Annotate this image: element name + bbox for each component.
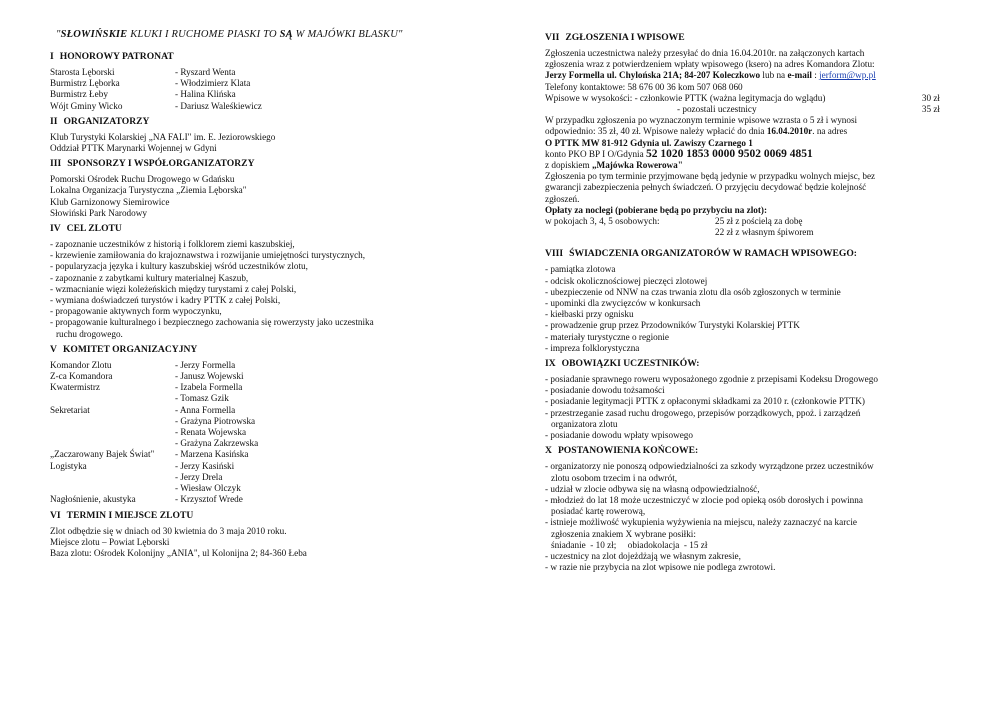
list-item: - w razie nie przybycia na zlot wpisowe nie podlega zwrotowi. — [545, 562, 776, 573]
list-item: - ubezpieczenie od NNW na czas trwania zlotu dla osób zgłoszonych w terminie — [545, 286, 841, 297]
text-fragment: lub na — [760, 70, 788, 81]
fee-amount: 30 zł — [921, 92, 940, 103]
list-item-continuation — [50, 329, 480, 340]
text-line: Słowiński Park Narodowy — [50, 207, 147, 218]
payment-note: „Majówka Rowerowa" — [591, 160, 683, 171]
title-part-2: KLUKI I RUCHOME PIASKI TO — [127, 29, 280, 40]
text-line: gwarancji zabezpieczenia pełnych świadczeń. O przyjęciu decydować będzie kolejność — [545, 182, 867, 193]
text-line — [545, 126, 940, 137]
list-item: - istnieje możliwość wykupienia wyżywienia na miejscu, należy zaznaczyć na karcie — [545, 517, 857, 528]
section-title: CEL ZLOTU — [66, 223, 122, 235]
text-fragment: odpowiednio: 35 zł, 40 zł. Wpisowe należy wpłacić do dnia — [545, 126, 767, 137]
text-line: Miejsce zlotu – Powiat Lęborski — [50, 536, 170, 547]
section-title: SPONSORZY I WSPÓŁORGANIZATORZY — [67, 158, 255, 170]
role: Komandor Zlotu — [50, 359, 112, 370]
spacer — [545, 238, 940, 244]
sponsorzy-list — [50, 174, 480, 219]
left-column — [50, 28, 480, 559]
continuation-text: ruchu drogowego. — [56, 328, 123, 339]
person: - Włodzimierz Klata — [175, 78, 251, 89]
address-bold: Jerzy Formella ul. Chylońska 21A; 84-207 Koleczkowo — [545, 70, 761, 81]
patronat-row — [50, 89, 480, 100]
email-label: e-mail — [787, 70, 812, 81]
komitet-row — [50, 483, 480, 494]
section-title: TERMIN I MIEJSCE ZLOTU — [66, 509, 194, 521]
list-item: - propagowanie kulturalnego i bezpiecznego zachowania się rowerzysty jako uczestnika — [50, 317, 374, 328]
fee-row — [545, 93, 940, 104]
list-item-continuation — [545, 419, 940, 430]
section-number: VI — [50, 509, 61, 521]
komitet-row — [50, 494, 480, 505]
accommodation-price: 22 zł z własnym śpiworem — [715, 227, 814, 238]
komitet-row — [50, 416, 480, 427]
section-number: VII — [545, 32, 560, 43]
komitet-row — [50, 382, 480, 393]
list-item: - kiełbaski przy ognisku — [545, 309, 634, 320]
role — [50, 393, 175, 404]
komitet-row — [50, 472, 480, 483]
section-heading-sponsorzy — [50, 158, 480, 170]
role — [50, 483, 175, 494]
person: - Renata Wojewska — [175, 427, 247, 438]
continuation-text: organizatora zlotu — [551, 418, 618, 429]
text-line: W przypadku zgłoszenia po wyznaczonym terminie wpisowe wzrasta o 5 zł i wynosi — [545, 115, 858, 126]
person: - Halina Klińska — [175, 89, 236, 100]
person: - Jerzy Formella — [175, 359, 236, 370]
list-item: - posiadanie sprawnego roweru wyposażonego zgodnie z przepisami Kodeksu Drogowego — [545, 374, 878, 385]
obowiazki-list — [545, 374, 940, 441]
section-title: ZGŁOSZENIA I WPISOWE — [565, 32, 685, 43]
role: Burmistrz Lęborka — [50, 78, 120, 89]
section-number: I — [50, 51, 54, 62]
role: Z-ca Komandora — [50, 371, 113, 382]
document-title — [56, 28, 480, 41]
text-line: zgłoszeń. — [545, 193, 580, 204]
role: „Zaczarowany Bajek Świat" — [50, 449, 155, 460]
postanowienia-list — [545, 461, 940, 573]
role: Wójt Gminy Wicko — [50, 100, 123, 111]
title-quote-open: " — [56, 29, 61, 40]
patronat-row — [50, 78, 480, 89]
role: Sekretariat — [50, 404, 90, 415]
role — [50, 427, 175, 438]
list-item: - zapoznanie z zabytkami kultury materialnej Kaszub, — [50, 272, 249, 283]
person: - Dariusz Waleśkiewicz — [175, 100, 262, 111]
list-item-continuation — [545, 506, 940, 517]
organizatorzy-list — [50, 132, 480, 154]
text-line: Baza zlotu: Ośrodek Kolonijny „ANIA", ul Kolonijna 2; 84-360 Łeba — [50, 547, 307, 558]
section-number: III — [50, 158, 62, 170]
title-part-3: SĄ — [279, 29, 293, 40]
komitet-row — [50, 360, 480, 371]
role: Nagłośnienie, akustyka — [50, 494, 136, 505]
text-fragment: : — [811, 70, 820, 81]
swiadczenia-list — [545, 264, 940, 354]
text-line: Zgłoszenia uczestnictwa należy przesyłać do dnia 16.04.2010r. na załączonych kartach — [545, 48, 865, 58]
accommodation-type: w pokojach 3, 4, 5 osobowych: — [545, 216, 660, 227]
komitet-row — [50, 438, 480, 449]
person: - Janusz Wojewski — [175, 371, 244, 382]
fee-amount: 35 zł — [921, 104, 940, 115]
cel-list — [50, 239, 480, 340]
role: Logistyka — [50, 460, 87, 471]
text-line: Zgłoszenia po tym terminie przyjmowane będą jedynie w przypadku wolnych miejsc, bez — [545, 171, 876, 182]
komitet-list — [50, 360, 480, 506]
fee-label: - pozostali uczestnicy — [677, 104, 757, 115]
accommodation-price: 25 zł z pościelą za dobę — [715, 216, 803, 227]
section-number: IV — [50, 223, 61, 235]
list-item: - posiadanie dowodu wpłaty wpisowego — [545, 430, 693, 441]
fee-row — [545, 104, 940, 115]
section-number: X — [545, 445, 552, 457]
right-column — [545, 28, 940, 573]
section-heading-komitet — [50, 344, 480, 356]
termin-text — [50, 526, 480, 560]
patronat-row — [50, 101, 480, 112]
accommodation-heading: Opłaty za noclegi (pobierane będą po przybyciu na zlot): — [545, 204, 768, 215]
accommodation-row — [545, 216, 940, 227]
text-line: Telefony kontaktowe: 58 676 00 36 kom 507 068 060 — [545, 81, 743, 92]
person: - Grażyna Zakrzewska — [175, 438, 259, 449]
person: - Izabela Formella — [175, 382, 243, 393]
list-item: - młodzież do lat 18 może uczestniczyć w zlocie pod opieką osób dorosłych i powinna — [545, 494, 863, 505]
text-line: Pomorski Ośrodek Ruchu Drogowego w Gdańsku — [50, 174, 235, 185]
list-item: - materiały turystyczne o regionie — [545, 331, 669, 342]
person: - Marzena Kasińska — [175, 449, 249, 460]
meal-prices: śniadanie - 10 zł; obiadokolacja - 15 zł — [551, 539, 708, 550]
section-heading-swiadczenia — [545, 248, 940, 260]
person: - Grażyna Piotrowska — [175, 415, 256, 426]
section-title: HONOROWY PATRONAT — [59, 51, 174, 62]
fee-label: Wpisowe w wysokości: - członkowie PTTK (ważna legitymacja do wglądu) — [545, 92, 826, 103]
section-heading-obowiazki — [545, 358, 940, 370]
list-item: - posiadanie dowodu tożsamości — [545, 385, 665, 396]
text-line: Klub Turystyki Kolarskiej „NA FALI" im. E. Jeziorowskiego — [50, 131, 276, 142]
role: Starosta Lęborski — [50, 67, 115, 77]
text-line — [545, 70, 940, 81]
section-number: II — [50, 115, 58, 127]
continuation-text: posiadać kartę rowerową, — [551, 506, 646, 517]
list-item: - przestrzeganie zasad ruchu drogowego, przepisów porządkowych, ppoż. i zarządzeń — [545, 407, 861, 418]
list-item: - popularyzacja języka i kultury kaszubskiej wśród uczestników zlotu, — [50, 261, 308, 272]
section-heading-postanowienia — [545, 445, 940, 457]
list-item: - impreza folklorystyczna — [545, 342, 640, 353]
continuation-text: zlotu osobom trzecim i na odwrót, — [551, 472, 678, 483]
role — [50, 472, 175, 483]
section-heading-organizatorzy — [50, 116, 480, 128]
person: - Tomasz Gzik — [175, 393, 229, 404]
list-item: - organizatorzy nie ponoszą odpowiedzialności za szkody wyrządzone przez uczestników — [545, 461, 874, 472]
list-item: - odcisk okolicznościowej pieczęci zlotowej — [545, 275, 708, 286]
text-fragment: . na adres — [812, 126, 848, 137]
section-title: KOMITET ORGANIZACYJNY — [62, 343, 198, 355]
title-part-4: W MAJÓWKI BLASKU — [292, 29, 399, 40]
list-item: - prowadzenie grup przez Przodowników Turystyki Kolarskiej PTTK — [545, 320, 800, 331]
section-title: POSTANOWIENIA KOŃCOWE: — [557, 445, 699, 457]
person: - Jerzy Kasiński — [175, 460, 235, 471]
text-line: Zlot odbędzie się w dniach od 30 kwietnia do 3 maja 2010 roku. — [50, 525, 287, 536]
empty-cell — [545, 227, 715, 238]
continuation-text: zgłoszenia znakiem X wybrane posiłki: — [551, 528, 696, 539]
role: Burmistrz Łeby — [50, 89, 108, 100]
section-number: VIII — [545, 248, 564, 260]
list-item: - udział w zlocie odbywa się na własną odpowiedzialność, — [545, 483, 760, 494]
list-item: - propagowanie aktywnych form wypoczynku, — [50, 306, 222, 317]
list-item: - wymiana doświadczeń turystów i kadry PTTK z całej Polski, — [50, 295, 281, 306]
role: Kwatermistrz — [50, 382, 101, 393]
section-number: V — [50, 343, 57, 355]
section-heading-patronat — [50, 51, 480, 63]
patronat-list — [50, 67, 480, 112]
text-line: Oddział PTTK Marynarki Wojennej w Gdyni — [50, 143, 217, 154]
list-item: - pamiątka zlotowa — [545, 264, 616, 275]
text-fragment: z dopiskiem — [545, 160, 592, 171]
komitet-row — [50, 405, 480, 416]
section-title: OBOWIĄZKI UCZESTNIKÓW: — [561, 358, 700, 370]
list-item: - upominki dla zwycięzców w konkursach — [545, 298, 701, 309]
list-item: - zapoznanie uczestników z historią i folklorem ziemi kaszubskiej, — [50, 239, 295, 250]
list-item: - posiadanie legitymacji PTTK z opłaconymi składkami za 2010 r. (członkowie PTTK) — [545, 396, 865, 407]
text-line: Klub Garnizonowy Siemirowice — [50, 196, 170, 207]
title-part-1: SŁOWIŃSKIE — [60, 29, 128, 40]
section-heading-cel — [50, 223, 480, 235]
person: - Wiesław Olczyk — [175, 483, 241, 494]
komitet-row — [50, 393, 480, 404]
person: - Jerzy Drela — [175, 471, 223, 482]
text-line — [545, 149, 940, 160]
text-line — [545, 160, 940, 171]
komitet-row — [50, 461, 480, 472]
accommodation-row — [545, 227, 940, 238]
komitet-row — [50, 449, 480, 460]
deadline-date: 16.04.2010r — [766, 126, 813, 137]
text-line: Lokalna Organizacja Turystyczna „Ziemia Lęborska" — [50, 185, 247, 196]
title-quote-close: " — [398, 29, 403, 40]
list-item: - krzewienie zamiłowania do krajoznawstwa i rozwijanie umiejętności turystycznych, — [50, 250, 366, 261]
list-item: - uczestnicy na zlot dojeżdżają we własnym zakresie, — [545, 550, 741, 561]
payment-address: O PTTK MW 81-912 Gdynia ul. Zawiszy Czarnego 1 — [545, 137, 753, 148]
komitet-row — [50, 371, 480, 382]
person: - Ryszard Wenta — [175, 67, 236, 77]
role — [50, 416, 175, 427]
section-title: ŚWIADCZENIA ORGANIZATORÓW W RAMACH WPISOWEGO: — [569, 248, 857, 260]
section-title: ORGANIZATORZY — [63, 115, 150, 127]
role — [50, 438, 175, 449]
zgloszenia-text — [545, 48, 940, 238]
person: - Krzysztof Wrede — [175, 494, 243, 505]
section-heading-termin — [50, 510, 480, 522]
email-link[interactable]: jerform@wp.pl — [819, 70, 876, 81]
text-fragment: konto PKO BP I O/Gdynia — [545, 148, 646, 159]
bank-account-number: 52 1020 1853 0000 9502 0069 4851 — [645, 147, 813, 160]
person: - Anna Formella — [175, 404, 236, 415]
text-line: zgłoszenia wraz z potwierdzeniem wpłaty wpisowego (ksero) na adres Komandora Zlotu: — [545, 59, 875, 70]
list-item-continuation — [545, 529, 940, 540]
komitet-row — [50, 427, 480, 438]
list-item: - wzmacnianie więzi koleżeńskich między turystami z całej Polski, — [50, 283, 297, 294]
list-item-continuation — [545, 540, 940, 551]
list-item-continuation — [545, 473, 940, 484]
patronat-row — [50, 67, 480, 78]
section-heading-zgloszenia — [545, 32, 940, 44]
section-number: IX — [545, 358, 556, 370]
